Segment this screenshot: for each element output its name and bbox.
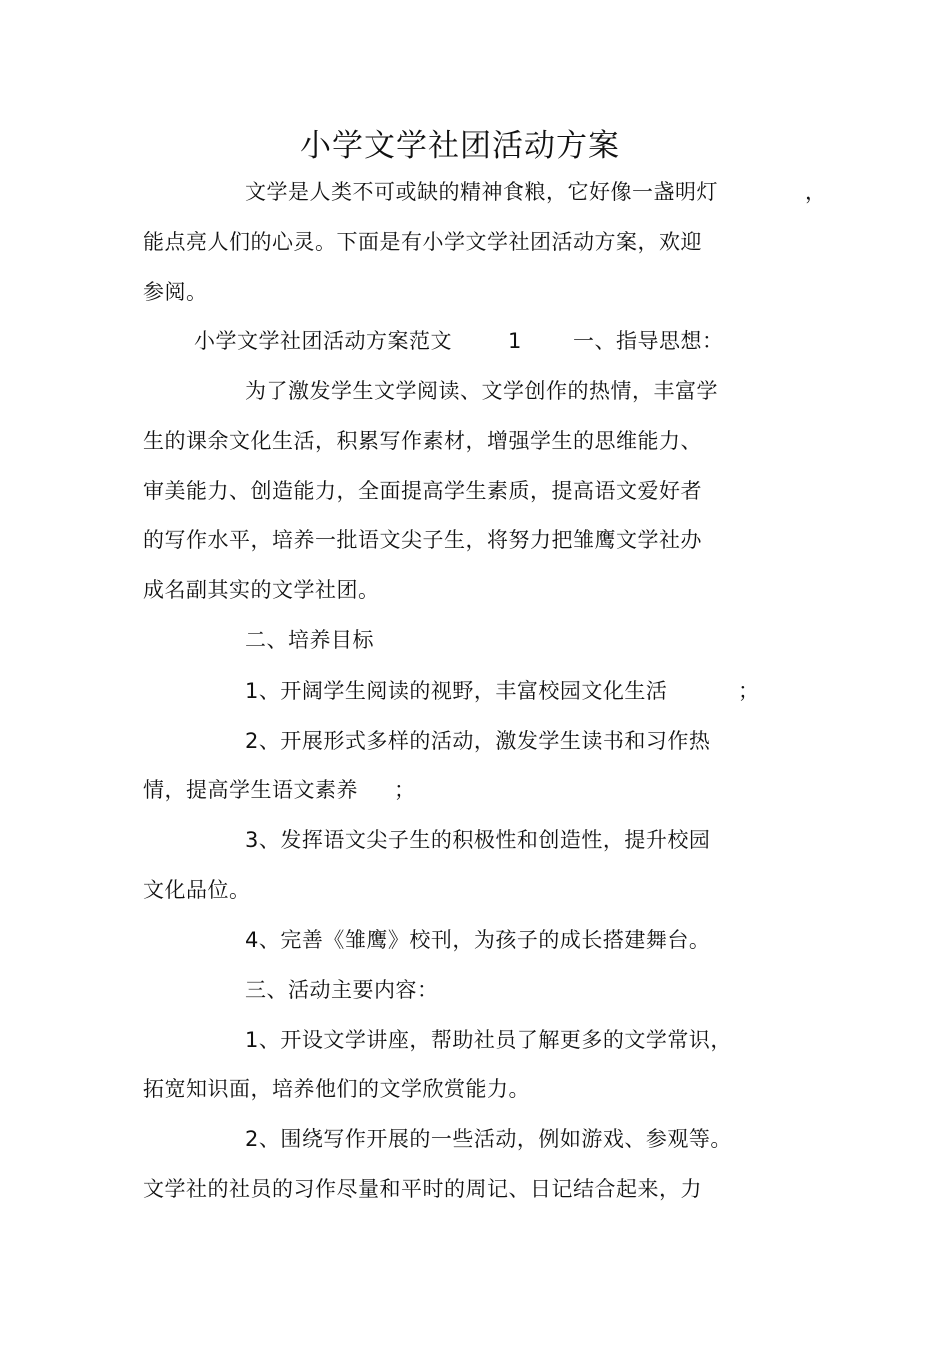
goal-item-2-line-1: 2、开展形式多样的活动，激发学生读书和习作热 [245,729,711,753]
intro-line-1-trailing-comma: ， [805,180,826,204]
content-item-1-line-2: 拓宽知识面，培养他们的文学欣赏能力。 [143,1077,530,1101]
guiding-line-3: 审美能力、创造能力，全面提高学生素质，提高语文爱好者 [143,479,702,503]
plan-heading-number: 1 [508,329,522,353]
goal-item-1-trailing-semicolon: ； [738,679,759,703]
section-2-heading: 二、培养目标 [245,628,374,652]
guiding-line-5: 成名副其实的文学社团。 [143,578,380,602]
goal-item-2-trailing-semicolon: ； [394,778,415,802]
section-3-heading: 三、活动主要内容： [245,978,439,1002]
guiding-line-1: 为了激发学生文学阅读、文学创作的热情，丰富学 [245,379,718,403]
goal-item-3-line-1: 3、发挥语文尖子生的积极性和创造性，提升校园 [245,828,711,852]
goal-item-1: 1、开阔学生阅读的视野，丰富校园文化生活 [245,679,668,703]
goal-item-4: 4、完善《雏鹰》校刊，为孩子的成长搭建舞台。 [245,928,711,952]
intro-line-2: 能点亮人们的心灵。下面是有小学文学社团活动方案，欢迎 [143,230,702,254]
guiding-line-4: 的写作水平，培养一批语文尖子生，将努力把雏鹰文学社办 [143,528,702,552]
goal-item-3-line-2: 文化品位。 [143,878,251,902]
plan-heading-name: 小学文学社团活动方案范文 [194,329,452,353]
goal-item-2-line-2: 情，提高学生语文素养 [143,778,358,802]
content-item-2-line-1: 2、围绕写作开展的一些活动，例如游戏、参观等。 [245,1127,732,1151]
content-item-2-line-2: 文学社的社员的习作尽量和平时的周记、日记结合起来，力 [143,1177,702,1201]
document-title: 小学文学社团活动方案 [300,128,620,164]
guiding-line-2: 生的课余文化生活，积累写作素材，增强学生的思维能力、 [143,429,702,453]
section-1-heading: 一、指导思想： [573,329,724,353]
content-item-1-line-1: 1、开设文学讲座，帮助社员了解更多的文学常识， [245,1028,732,1052]
intro-line-1: 文学是人类不可或缺的精神食粮，它好像一盏明灯 [245,180,718,204]
intro-line-3: 参阅。 [143,280,208,304]
